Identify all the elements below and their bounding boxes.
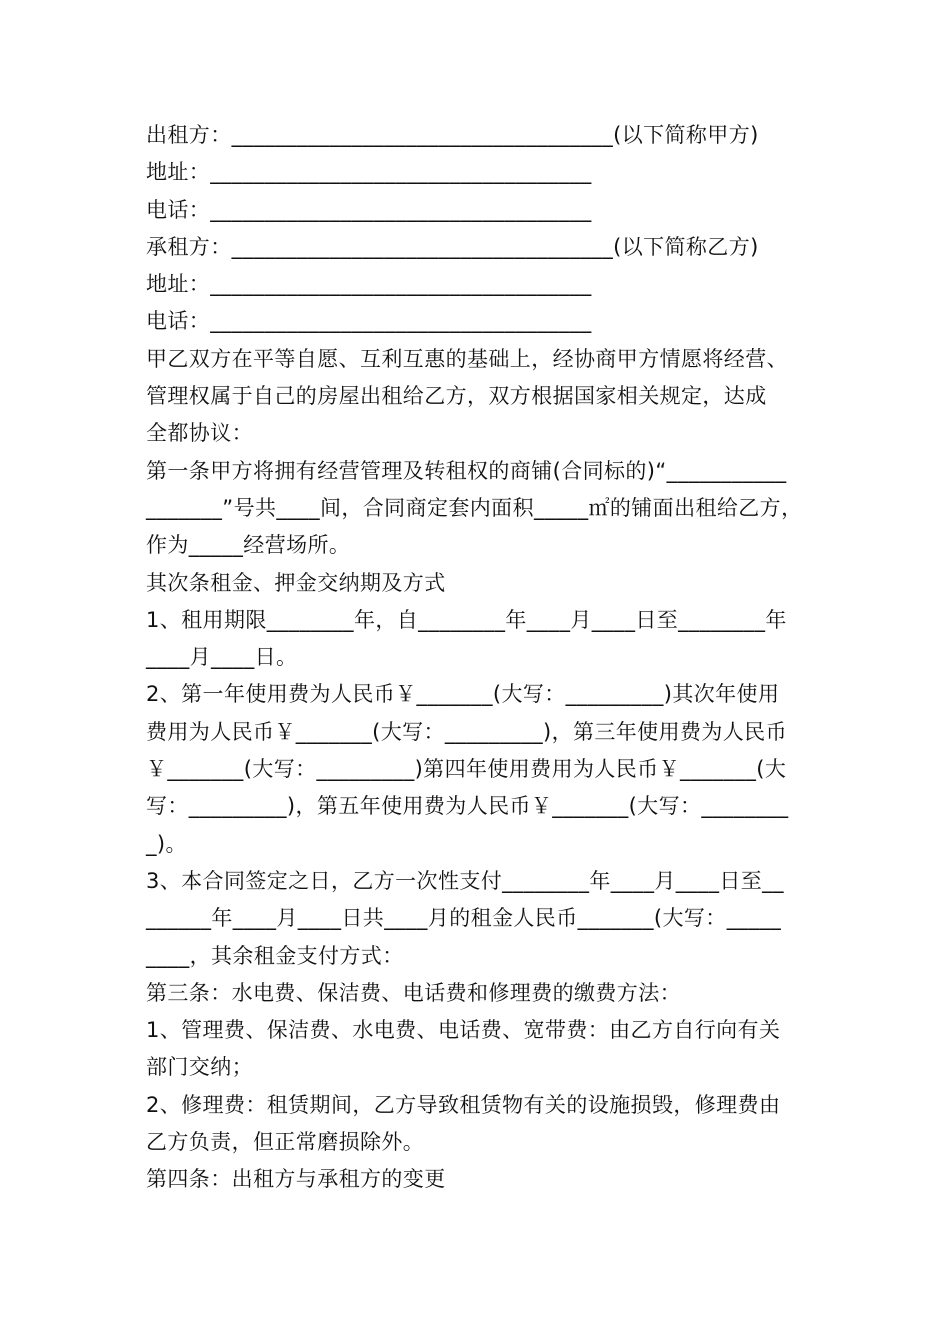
article-3-clause-1: 1、管理费、保洁费、水电费、电话费、宽带费：由乙方自行向有关: [146, 1018, 781, 1043]
lessor-address-line: 地址：___________________________________: [146, 160, 592, 185]
preamble-line: 全都协议：: [146, 421, 253, 446]
article-2-clause-1: ____月____日。: [146, 645, 298, 670]
preamble-line: 甲乙双方在平等自愿、互利互惠的基础上，经协商甲方情愿将经营、: [146, 346, 788, 371]
article-2-heading: 其次条租金、押金交纳期及方式: [146, 570, 446, 595]
article-1-line: 作为_____经营场所。: [146, 533, 351, 558]
article-1-line: _______”号共____间，合同商定套内面积_____㎡的铺面出租给乙方，: [146, 495, 803, 520]
preamble-line: 管理权属于自己的房屋出租给乙方，双方根据国家相关规定，达成: [146, 384, 767, 409]
article-2-clause-2: 费用为人民币￥_______(大写：_________)，第三年使用费为人民币: [146, 719, 787, 744]
article-2-clause-2: ￥_______(大写：_________)第四年使用费用为人民币￥_______(大: [146, 757, 787, 782]
lessee-phone-line: 电话：___________________________________: [146, 309, 592, 334]
article-3-clause-2: 2、修理费：租赁期间，乙方导致租赁物有关的设施损毁，修理费由: [146, 1092, 781, 1117]
article-2-clause-2: 写：_________)，第五年使用费为人民币￥_______(大写：________: [146, 794, 789, 819]
lessor-line: 出租方：___________________________________(以下简称甲方): [146, 123, 759, 147]
article-2-clause-3: ____，其余租金支付方式：: [146, 943, 404, 968]
article-3-clause-2: 乙方负责，但正常磨损除外。: [146, 1130, 425, 1155]
lessor-phone-line: 电话：___________________________________: [146, 197, 592, 222]
article-2-clause-2: _)。: [146, 831, 187, 856]
article-2-clause-3: 3、本合同签定之日，乙方一次性支付________年____月____日至__: [146, 868, 784, 893]
article-3-heading: 第三条：水电费、保洁费、电话费和修理费的缴费方法：: [146, 980, 681, 1005]
article-4-heading: 第四条：出租方与承租方的变更: [146, 1167, 446, 1192]
article-2-clause-1: 1、租用期限________年，自________年____月____日至________年: [146, 607, 787, 632]
article-2-clause-2: 2、第一年使用费为人民币￥_______(大写：_________)其次年使用: [146, 682, 780, 707]
contract-body: [146, 117, 811, 1199]
lessee-address-line: 地址：___________________________________: [146, 272, 592, 297]
article-1-line: 第一条甲方将拥有经营管理及转租权的商铺(合同标的)“___________: [146, 458, 787, 483]
lessee-line: 承租方：___________________________________(以下简称乙方): [146, 234, 759, 259]
article-3-clause-1: 部门交纳；: [146, 1055, 253, 1080]
article-2-clause-3: ______年____月____日共____月的租金人民币_______(大写：_____: [146, 906, 782, 931]
